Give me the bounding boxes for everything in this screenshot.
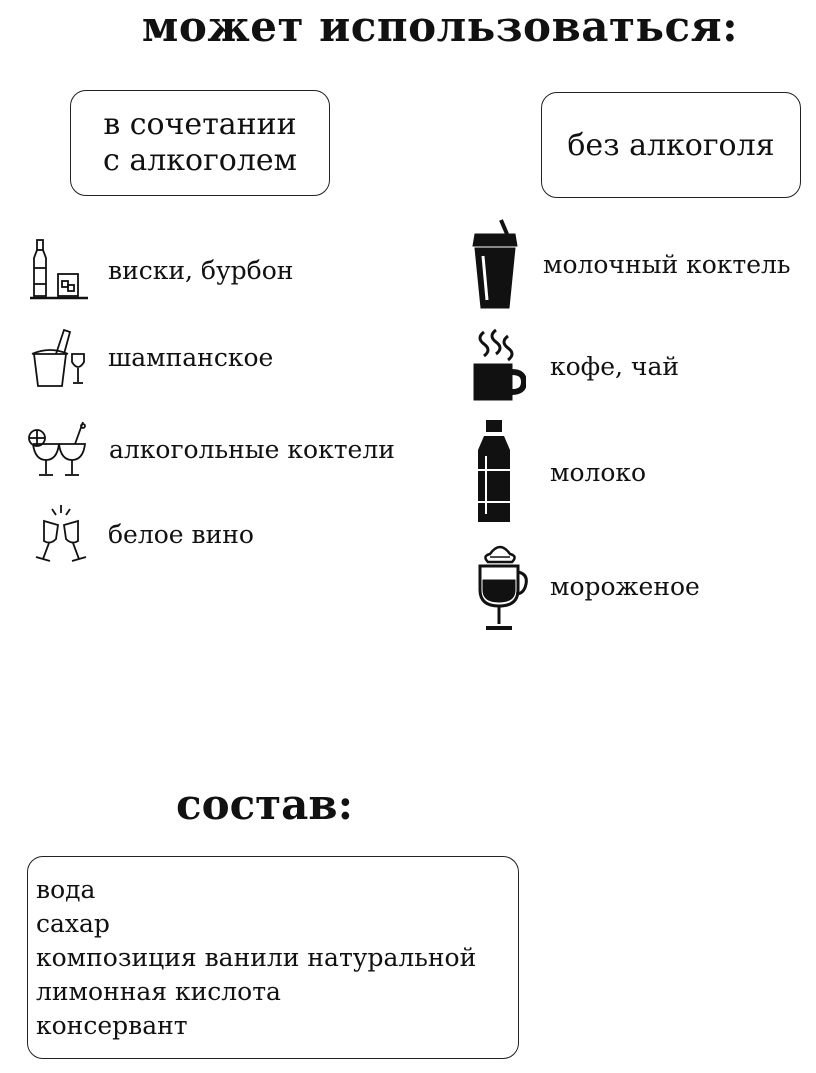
list-item-label: мороженое xyxy=(550,571,700,601)
list-item-label: кофе, чай xyxy=(550,351,680,381)
composition-item: вода xyxy=(36,875,96,904)
list-item-milk xyxy=(474,418,646,526)
takeaway-cup-icon xyxy=(467,218,543,310)
list-item-label: белое вино xyxy=(108,519,254,549)
with-alcohol-header-line: в сочетании xyxy=(103,107,297,142)
list-item-label: молоко xyxy=(550,457,647,487)
list-item-cocktails xyxy=(25,418,395,480)
cocktail-glasses-icon xyxy=(25,418,109,480)
wine-toast-icon xyxy=(30,503,108,565)
without-alcohol-header xyxy=(541,92,801,198)
list-item-milkshake xyxy=(467,218,791,310)
composition-list xyxy=(36,873,518,1043)
with-alcohol-header xyxy=(70,90,330,196)
list-item-coffee-tea xyxy=(470,328,679,404)
composition-box xyxy=(27,856,519,1059)
with-alcohol-header-line: с алкоголем xyxy=(102,143,298,178)
list-item-label: виски, бурбон xyxy=(108,255,294,285)
composition-item: сахар xyxy=(36,909,110,938)
champagne-bucket-icon xyxy=(30,326,108,388)
milk-bottle-icon xyxy=(474,418,550,526)
composition-item: композиция ванили натуральной xyxy=(36,943,477,972)
ice-cream-glass-icon xyxy=(472,540,550,632)
composition-item: лимонная кислота xyxy=(36,977,281,1006)
list-item-whisky xyxy=(28,238,293,302)
whisky-bottle-glass-icon xyxy=(28,238,108,302)
list-item-white-wine xyxy=(30,503,254,565)
composition-title: состав: xyxy=(176,780,354,829)
list-item-label: молочный коктель xyxy=(543,249,791,279)
page-title: может использоваться: xyxy=(141,2,739,51)
hot-mug-icon xyxy=(470,328,550,404)
list-item-label: шампанское xyxy=(108,342,274,372)
list-item-label: алкогольные коктели xyxy=(109,434,395,464)
list-item-ice-cream xyxy=(472,540,700,632)
composition-item: консервант xyxy=(36,1011,188,1040)
list-item-champagne xyxy=(30,326,273,388)
without-alcohol-header-label: без алкоголя xyxy=(567,127,775,163)
